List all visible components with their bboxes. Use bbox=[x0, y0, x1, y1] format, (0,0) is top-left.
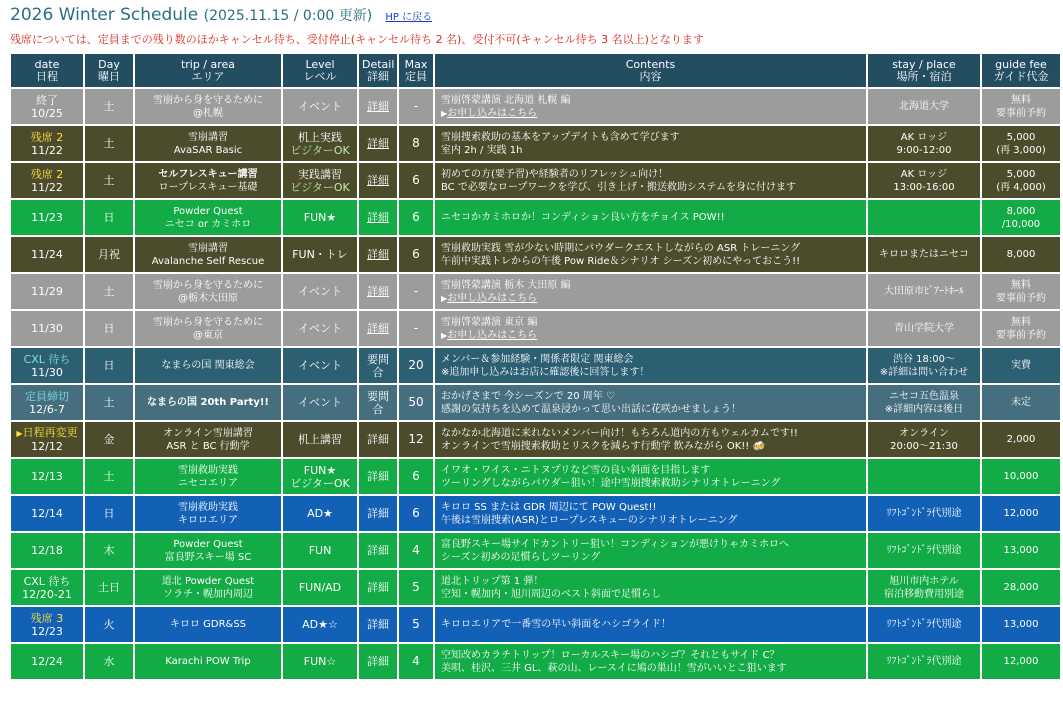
stay-cell: 旭川市内ホテル 宿泊移動費用別途 bbox=[867, 569, 981, 606]
status-badge: 定員締切 bbox=[25, 389, 69, 403]
stay-cell: 大田原市ﾋﾞｱｰﾄﾎｰﾙ bbox=[867, 273, 981, 310]
contents-cell: なかなか北海道に来れないメンバー向け！もちろん道内の方もウェルカムです!! オンラインで雪崩捜索救助とリスクを減らす行動学 飲みながら OK!! 🍻 bbox=[434, 421, 867, 458]
max-cell: 6 bbox=[398, 162, 434, 199]
table-row bbox=[10, 125, 1061, 162]
status-badge: CXL 待ち bbox=[23, 352, 71, 366]
stay-cell: オンライン 20:00～21:30 bbox=[867, 421, 981, 458]
availability-notice: 残席については、定員までの残り数のほかキャンセル待ち、受付停止(キャンセル待ち 2 名)、受付不可(キャンセル待ち 3 名以上)となります bbox=[10, 33, 704, 46]
detail-link[interactable]: 詳細 bbox=[367, 137, 389, 150]
stay-cell bbox=[867, 199, 981, 236]
detail-link[interactable]: 詳細 bbox=[367, 174, 389, 187]
day-cell: 水 bbox=[84, 643, 134, 680]
fee-cell: 12,000 bbox=[981, 643, 1061, 680]
trip-cell: 道北 Powder Quest ソラチ・幌加内周辺 bbox=[134, 569, 282, 606]
table-row bbox=[10, 162, 1061, 199]
max-cell: 20 bbox=[398, 347, 434, 384]
level-cell: FUN★ ビジターOK bbox=[282, 458, 358, 495]
status-badge: 残席 2 bbox=[30, 130, 64, 144]
trip-cell: Powder Quest ニセコ or カミホロ bbox=[134, 199, 282, 236]
stay-cell bbox=[867, 458, 981, 495]
fee-cell: 12,000 bbox=[981, 495, 1061, 532]
day-cell: 土 bbox=[84, 273, 134, 310]
contents-cell: 雪崩啓蒙講演 栃木 大田原 編 ▶お申し込みはこちら bbox=[434, 273, 867, 310]
status-badge: ▶日程再変更 bbox=[16, 426, 78, 439]
date-cell: 残席 2 11/22 bbox=[10, 162, 84, 199]
stay-cell: AK ロッジ 9:00-12:00 bbox=[867, 125, 981, 162]
fee-cell: 2,000 bbox=[981, 421, 1061, 458]
table-row bbox=[10, 88, 1061, 125]
contents-cell: メンバー＆参加経験・関係者限定 関東総会 ※追加申し込みはお店に確認後に回答します！ bbox=[434, 347, 867, 384]
day-cell: 日 bbox=[84, 495, 134, 532]
detail-cell[interactable] bbox=[358, 125, 398, 162]
trip-cell: 雪崩講習 AvaSAR Basic bbox=[134, 125, 282, 162]
max-cell: 6 bbox=[398, 458, 434, 495]
inquiry-label: 要問合 bbox=[367, 389, 389, 416]
schedule-table bbox=[9, 52, 1062, 681]
date-cell: 残席 3 12/23 bbox=[10, 606, 84, 643]
level-cell: イベント bbox=[282, 384, 358, 421]
detail-link[interactable]: 詳細 bbox=[367, 433, 389, 446]
detail-link[interactable]: 詳細 bbox=[367, 581, 389, 594]
trip-cell: Powder Quest 富良野スキー場 SC bbox=[134, 532, 282, 569]
triangle-icon: ▶ bbox=[441, 108, 448, 118]
max-cell: 5 bbox=[398, 606, 434, 643]
trip-cell: Karachi POW Trip bbox=[134, 643, 282, 680]
visitor-ok-badge: ビジターOK bbox=[290, 476, 350, 490]
fee-cell: 無料 要事前予約 bbox=[981, 310, 1061, 347]
trip-cell: セルフレスキュー講習 ロープレスキュー基礎 bbox=[134, 162, 282, 199]
fee-cell: 10,000 bbox=[981, 458, 1061, 495]
max-cell: 50 bbox=[398, 384, 434, 421]
detail-cell[interactable] bbox=[358, 88, 398, 125]
fee-cell: 5,000 (再 3,000) bbox=[981, 125, 1061, 162]
fee-cell: 13,000 bbox=[981, 606, 1061, 643]
trip-cell: なまらの国 20th Party!! bbox=[134, 384, 282, 421]
fee-cell: 28,000 bbox=[981, 569, 1061, 606]
status-badge: 残席 3 bbox=[30, 611, 64, 625]
table-row bbox=[10, 347, 1061, 384]
detail-cell[interactable] bbox=[358, 421, 398, 458]
day-cell: 月祝 bbox=[84, 236, 134, 273]
detail-cell bbox=[358, 347, 398, 384]
table-row bbox=[10, 532, 1061, 569]
stay-cell: AK ロッジ 13:00-16:00 bbox=[867, 162, 981, 199]
day-cell: 土日 bbox=[84, 569, 134, 606]
col-header-stay: stay / place 場所・宿泊 bbox=[867, 53, 981, 88]
trip-cell: なまらの国 関東総会 bbox=[134, 347, 282, 384]
detail-cell[interactable] bbox=[358, 310, 398, 347]
date-cell: 残席 2 11/22 bbox=[10, 125, 84, 162]
contents-cell: キロロ SS または GDR 周辺にて POW Quest!! 午後は雪崩捜索(ASR)とロープレスキューのシナリオトレーニング bbox=[434, 495, 867, 532]
trip-cell: 雪崩から身を守るために @札幌 bbox=[134, 88, 282, 125]
level-cell: FUN☆ bbox=[282, 643, 358, 680]
day-cell: 木 bbox=[84, 532, 134, 569]
contents-cell: 雪崩啓蒙講演 北海道 札幌 編 ▶お申し込みはこちら bbox=[434, 88, 867, 125]
contents-cell: キロロエリアで一番雪の早い斜面をハシゴライド！ bbox=[434, 606, 867, 643]
stay-cell: ﾘﾌﾄｺﾞﾝﾄﾞﾗ代別途 bbox=[867, 643, 981, 680]
table-row bbox=[10, 495, 1061, 532]
detail-cell[interactable] bbox=[358, 236, 398, 273]
date-cell: CXL 待ち 11/30 bbox=[10, 347, 84, 384]
detail-link[interactable]: 詳細 bbox=[367, 248, 389, 261]
date-cell: 12/14 bbox=[10, 495, 84, 532]
contents-cell: 初めての方(要予習)や経験者のリフレッシュ向け！ BC で必要なロープワークを学び、引き上げ・搬送救助システムを身に付けます bbox=[434, 162, 867, 199]
table-row bbox=[10, 458, 1061, 495]
day-cell: 日 bbox=[84, 347, 134, 384]
day-cell: 土 bbox=[84, 162, 134, 199]
fee-cell: 8,000 /10,000 bbox=[981, 199, 1061, 236]
date-cell: CXL 待ち 12/20-21 bbox=[10, 569, 84, 606]
max-cell: - bbox=[398, 273, 434, 310]
contents-cell: 雪崩啓蒙講演 東京 編 ▶お申し込みはこちら bbox=[434, 310, 867, 347]
max-cell: 6 bbox=[398, 495, 434, 532]
contents-cell: 雪崩捜索救助の基本をアップデイトも含めて学びます 室内 2h / 実践 1h bbox=[434, 125, 867, 162]
day-cell: 土 bbox=[84, 88, 134, 125]
detail-cell[interactable] bbox=[358, 458, 398, 495]
detail-cell[interactable] bbox=[358, 199, 398, 236]
back-to-hp-link[interactable]: HP に戻る bbox=[385, 12, 433, 23]
table-row bbox=[10, 606, 1061, 643]
date-cell: 12/13 bbox=[10, 458, 84, 495]
trip-cell: 雪崩講習 Avalanche Self Rescue bbox=[134, 236, 282, 273]
col-header-day: Day 曜日 bbox=[84, 53, 134, 88]
level-cell: FUN bbox=[282, 532, 358, 569]
stay-cell: ﾘﾌﾄｺﾞﾝﾄﾞﾗ代別途 bbox=[867, 532, 981, 569]
detail-link[interactable]: 詳細 bbox=[367, 322, 389, 335]
fee-cell: 8,000 bbox=[981, 236, 1061, 273]
apply-link[interactable]: お申し込みはこちら bbox=[447, 329, 538, 341]
max-cell: 6 bbox=[398, 236, 434, 273]
detail-cell[interactable] bbox=[358, 273, 398, 310]
detail-cell[interactable] bbox=[358, 162, 398, 199]
visitor-ok-badge: ビジターOK bbox=[290, 143, 350, 157]
detail-link[interactable]: 詳細 bbox=[367, 507, 389, 520]
day-cell: 土 bbox=[84, 458, 134, 495]
day-cell: 金 bbox=[84, 421, 134, 458]
detail-cell[interactable] bbox=[358, 606, 398, 643]
level-cell: イベント bbox=[282, 310, 358, 347]
table-row bbox=[10, 569, 1061, 606]
contents-cell: イワオ・ワイス・ニトヌプリなど雪の良い斜面を目指します ツーリングしながらパウダー狙い！途中雪崩捜索救助シナリオトレーニング bbox=[434, 458, 867, 495]
max-cell: 8 bbox=[398, 125, 434, 162]
contents-cell: 道北トリップ第 1 弾！ 空知・幌加内・旭川周辺のベスト斜面で足慣らし bbox=[434, 569, 867, 606]
detail-cell[interactable] bbox=[358, 643, 398, 680]
trip-cell: キロロ GDR&SS bbox=[134, 606, 282, 643]
trip-cell: 雪崩から身を守るために @東京 bbox=[134, 310, 282, 347]
title-text: 2026 Winter Schedule bbox=[10, 5, 199, 25]
stay-cell: 北海道大学 bbox=[867, 88, 981, 125]
level-cell: イベント bbox=[282, 88, 358, 125]
col-header-detail: Detail 詳細 bbox=[358, 53, 398, 88]
level-cell: FUN・トレ bbox=[282, 236, 358, 273]
date-cell: ▶日程再変更 12/12 bbox=[10, 421, 84, 458]
inquiry-label: 要問合 bbox=[367, 352, 389, 379]
contents-cell: ニセコかカミホロか！コンディション良い方をチョイス POW!! bbox=[434, 199, 867, 236]
stay-cell: 青山学院大学 bbox=[867, 310, 981, 347]
table-row bbox=[10, 236, 1061, 273]
page-header bbox=[10, 5, 432, 29]
col-header-level: Level レベル bbox=[282, 53, 358, 88]
table-header-row bbox=[10, 53, 1061, 88]
col-header-date: date 日程 bbox=[10, 53, 84, 88]
col-header-contents: Contents 内容 bbox=[434, 53, 867, 88]
table-row bbox=[10, 273, 1061, 310]
date-cell: 11/30 bbox=[10, 310, 84, 347]
apply-link[interactable]: お申し込みはこちら bbox=[447, 107, 538, 119]
max-cell: 12 bbox=[398, 421, 434, 458]
trip-cell: オンライン雪崩講習 ASR と BC 行動学 bbox=[134, 421, 282, 458]
date-cell: 終了 10/25 bbox=[10, 88, 84, 125]
level-cell: 机上実践 ビジターOK bbox=[282, 125, 358, 162]
fee-cell: 未定 bbox=[981, 384, 1061, 421]
day-cell: 火 bbox=[84, 606, 134, 643]
table-row bbox=[10, 643, 1061, 680]
status-badge: CXL 待ち bbox=[23, 574, 71, 588]
table-row bbox=[10, 384, 1061, 421]
max-cell: - bbox=[398, 88, 434, 125]
fee-cell: 5,000 (再 4,000) bbox=[981, 162, 1061, 199]
date-cell: 定員締切 12/6-7 bbox=[10, 384, 84, 421]
date-cell: 11/24 bbox=[10, 236, 84, 273]
status-badge: 残席 2 bbox=[30, 167, 64, 181]
day-cell: 日 bbox=[84, 310, 134, 347]
col-header-trip: trip / area エリア bbox=[134, 53, 282, 88]
fee-cell: 実費 bbox=[981, 347, 1061, 384]
detail-link[interactable]: 詳細 bbox=[367, 211, 389, 224]
level-cell: イベント bbox=[282, 347, 358, 384]
stay-cell: ﾘﾌﾄｺﾞﾝﾄﾞﾗ代別途 bbox=[867, 495, 981, 532]
detail-cell[interactable] bbox=[358, 569, 398, 606]
stay-cell: ﾘﾌﾄｺﾞﾝﾄﾞﾗ代別途 bbox=[867, 606, 981, 643]
level-cell: 実践講習 ビジターOK bbox=[282, 162, 358, 199]
max-cell: 5 bbox=[398, 569, 434, 606]
triangle-icon: ▶ bbox=[441, 293, 448, 303]
max-cell: 6 bbox=[398, 199, 434, 236]
date-cell: 12/24 bbox=[10, 643, 84, 680]
fee-cell: 13,000 bbox=[981, 532, 1061, 569]
detail-link[interactable]: 詳細 bbox=[367, 618, 389, 631]
trip-cell: 雪崩救助実践 ニセコエリア bbox=[134, 458, 282, 495]
max-cell: 4 bbox=[398, 643, 434, 680]
level-cell: 机上講習 bbox=[282, 421, 358, 458]
stay-cell: キロロまたはニセコ bbox=[867, 236, 981, 273]
triangle-icon: ▶ bbox=[441, 330, 448, 340]
max-cell: 4 bbox=[398, 532, 434, 569]
fee-cell: 無料 要事前予約 bbox=[981, 88, 1061, 125]
updated-timestamp: (2025.11.15 / 0:00 更新) bbox=[203, 8, 373, 24]
detail-link[interactable]: 詳細 bbox=[367, 285, 389, 298]
level-cell: AD★☆ bbox=[282, 606, 358, 643]
day-cell: 土 bbox=[84, 125, 134, 162]
day-cell: 日 bbox=[84, 199, 134, 236]
triangle-icon: ▶ bbox=[16, 429, 23, 438]
table-row bbox=[10, 421, 1061, 458]
detail-cell[interactable] bbox=[358, 532, 398, 569]
date-cell: 11/29 bbox=[10, 273, 84, 310]
detail-link[interactable]: 詳細 bbox=[367, 100, 389, 113]
contents-cell: 空知改めカラチトリップ！ローカルスキー場のハシゴ？それともサイド C？ 美唄、桂沢、三井 GL、萩の山、レースイに鳩の巣山！雪がいいとこ狙います bbox=[434, 643, 867, 680]
detail-cell bbox=[358, 384, 398, 421]
detail-cell[interactable] bbox=[358, 495, 398, 532]
date-cell: 11/23 bbox=[10, 199, 84, 236]
level-cell: FUN/AD bbox=[282, 569, 358, 606]
contents-cell: 富良野スキー場サイドカントリー狙い！コンディションが悪けりゃカミホロへ シーズン初めの足慣らしツーリング bbox=[434, 532, 867, 569]
date-cell: 12/18 bbox=[10, 532, 84, 569]
contents-cell: 雪崩救助実践 雪が少ない時期にパウダークエストしながらの ASR トレーニング 午前中実践トレからの午後 Pow Ride＆シナリオ シーズン初めにやっておこう!! bbox=[434, 236, 867, 273]
col-header-max: Max 定員 bbox=[398, 53, 434, 88]
level-cell: FUN★ bbox=[282, 199, 358, 236]
apply-link[interactable]: お申し込みはこちら bbox=[447, 292, 538, 304]
fee-cell: 無料 要事前予約 bbox=[981, 273, 1061, 310]
level-cell: イベント bbox=[282, 273, 358, 310]
status-badge: 終了 bbox=[36, 93, 58, 107]
detail-link[interactable]: 詳細 bbox=[367, 655, 389, 668]
trip-cell: 雪崩から身を守るために @栃木大田原 bbox=[134, 273, 282, 310]
table-row bbox=[10, 310, 1061, 347]
detail-link[interactable]: 詳細 bbox=[367, 544, 389, 557]
contents-cell: おかげさまで 今シーズンで 20 周年 ♡ 感謝の気持ちを込めて温泉浸かって思い出話に花咲かせましょう！ bbox=[434, 384, 867, 421]
stay-cell: ニセコ五色温泉 ※詳細内容は後日 bbox=[867, 384, 981, 421]
table-row bbox=[10, 199, 1061, 236]
page-title bbox=[10, 5, 372, 25]
visitor-ok-badge: ビジターOK bbox=[290, 180, 350, 194]
col-header-fee: guide fee ガイド代金 bbox=[981, 53, 1061, 88]
level-cell: AD★ bbox=[282, 495, 358, 532]
detail-link[interactable]: 詳細 bbox=[367, 470, 389, 483]
trip-cell: 雪崩救助実践 キロロエリア bbox=[134, 495, 282, 532]
stay-cell: 渋谷 18:00～ ※詳細は問い合わせ bbox=[867, 347, 981, 384]
max-cell: - bbox=[398, 310, 434, 347]
day-cell: 土 bbox=[84, 384, 134, 421]
